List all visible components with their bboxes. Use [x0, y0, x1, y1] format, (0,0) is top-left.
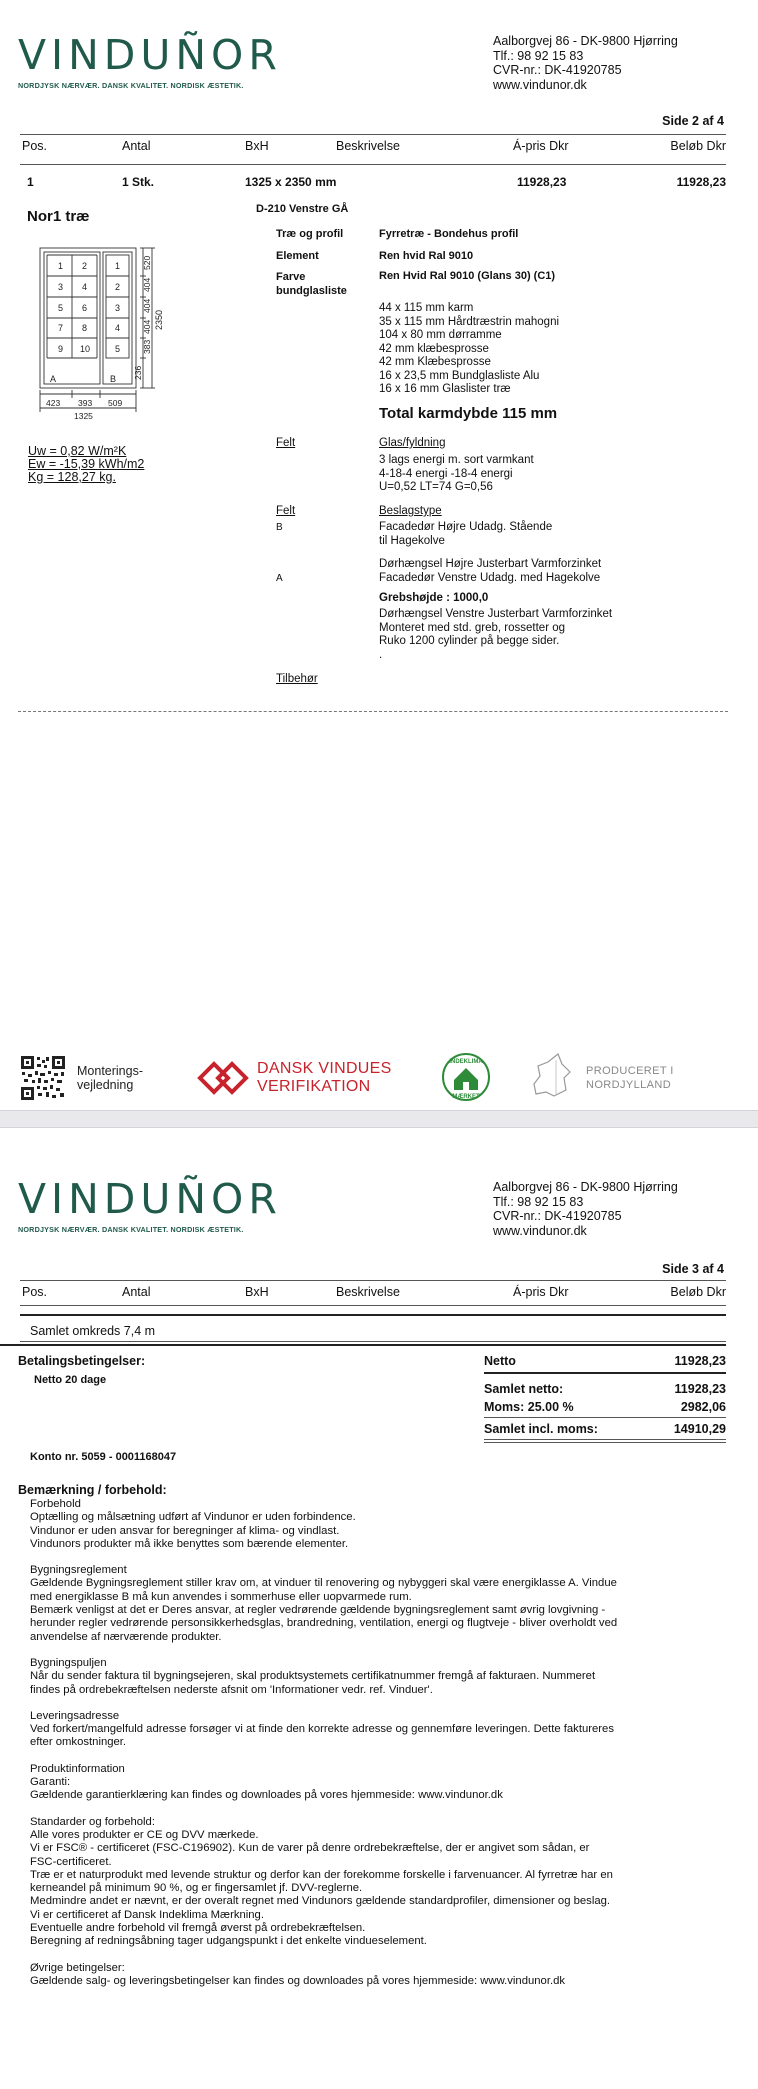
dimension-list — [379, 302, 559, 397]
samlet-netto-value: 11928,23 — [674, 1382, 726, 1396]
beslag-b — [379, 521, 552, 548]
glas-line: 4-18-4 energi -18-4 energi — [379, 467, 513, 480]
height-dim: 404 — [142, 298, 152, 313]
item-pos: 1 — [27, 175, 34, 189]
company-logo — [18, 30, 318, 90]
omkreds-rule-double — [0, 1344, 726, 1346]
incl-moms-label: Samlet incl. moms: — [484, 1422, 598, 1436]
header-rule-top — [20, 1280, 726, 1281]
kg-value: Kg = 128,27 kg. — [28, 470, 116, 484]
height-dim: 236 — [133, 365, 143, 380]
col-antal: Antal — [122, 139, 151, 153]
dvv-text-line: DANSK VINDUES — [257, 1060, 392, 1077]
dimension-line: 35 x 115 mm Hårdtræstrin mahogni — [379, 315, 560, 328]
company-logo — [18, 1174, 318, 1234]
remark-line: Gældende garantierklæring kan findes og downloades på vores hjemmeside: www.vindunor.dk — [30, 1789, 503, 1802]
remark-line: med energiklasse B må kun anvendes i sommerhuse eller uopvarmede rum. — [30, 1590, 412, 1603]
remark-heading: Produktinformation — [30, 1762, 125, 1775]
col-bxh: BxH — [245, 1285, 269, 1299]
header-rule-bottom — [20, 1305, 726, 1306]
remark-line: Beregning af redningsåbning tager udgangspunkt i det enkelte vindueselement. — [30, 1935, 427, 1948]
remark-line: Optælling og målsætning udført af Vindunor er uden forbindence. — [30, 1511, 356, 1524]
address-line: Aalborgvej 86 - DK-9800 Hjørring — [493, 34, 678, 48]
dimension-line: 44 x 115 mm karm — [379, 302, 474, 314]
beslag-line: til Hagekolve — [379, 534, 445, 547]
remark-section-produktinformation — [30, 1763, 730, 1803]
uw-value: Uw = 0,82 W/m²K — [28, 444, 127, 458]
col-beskrivelse: Beskrivelse — [336, 1285, 400, 1299]
col-pos: Pos. — [22, 139, 48, 153]
height-dim: 404 — [142, 277, 152, 292]
col-beloeb: Beløb Dkr — [670, 1285, 726, 1299]
beslag-felt-a: A — [276, 573, 283, 584]
dashed-divider — [18, 711, 728, 712]
remark-line: herunder regler vedrørende personsikkerhedsglas, brandredning, ventilation, energi og flugtveje - bliver overholdt ved — [30, 1617, 618, 1630]
qr-label — [77, 1064, 143, 1092]
col-apris: Á-pris Dkr — [513, 1285, 569, 1299]
remark-line: findes på ordrebekræftelsen nederste afsnit om 'Informationer vedr. ref. Vinduer'. — [30, 1683, 433, 1696]
pane-label: 5 — [58, 303, 64, 313]
remark-line: Træ er et naturprodukt med levende struktur og derfor kan der forekomme forskelle i farvenuancer. Al fyrretræ har en — [30, 1868, 613, 1881]
remark-line: Gældende salg- og leveringsbetingelser kan findes og downloades på vores hjemmeside: www.vindunor.dk — [30, 1974, 566, 1987]
beslag-line: . — [379, 648, 383, 661]
dimension-line: 42 mm klæbesprosse — [379, 342, 489, 355]
logo-tagline: NORDJYSK NÆRVÆR. DANSK KVALITET. NORDISK ÆSTETIK. — [18, 1225, 244, 1235]
item-bxh: 1325 x 2350 mm — [245, 175, 337, 189]
col-apris: Á-pris Dkr — [513, 139, 569, 153]
remarks-body — [30, 1498, 730, 1988]
beslag-line: Dørhængsel Venstre Justerbart Varmforzinket — [379, 608, 613, 620]
pane-label: 4 — [82, 282, 88, 292]
pane-label: 5 — [115, 344, 121, 354]
samlet-omkreds: Samlet omkreds 7,4 m — [30, 1324, 156, 1338]
pane-label: 9 — [58, 344, 64, 354]
dvv-text-line: VERIFIKATION — [257, 1078, 371, 1095]
total-depth: Total karmdybde 115 mm — [379, 405, 558, 422]
remark-heading: Bygningsreglement — [30, 1564, 127, 1577]
remark-line: Medmindre andet er nævnt, er der overalt regnet med Vindunors gældende standardprofiler, dimensioner og beslag. — [30, 1895, 611, 1908]
nord-text-line: PRODUCERET I — [586, 1065, 674, 1077]
remark-line: Ved forkert/mangelfuld adresse forsøger vi at finde den korrekte adresse og gennemføre leveringen. Dette faktureres — [30, 1723, 614, 1736]
dvv-text — [257, 1060, 392, 1096]
spec-label: Træ og profil — [276, 228, 344, 240]
beslag-a — [379, 558, 601, 585]
height-dim: 383 — [142, 339, 152, 354]
item-antal: 1 Stk. — [122, 175, 155, 189]
beslag-line: Facadedør Venstre Udadg. med Hagekolve — [379, 571, 601, 584]
qr-label-line: Monterings- — [77, 1064, 143, 1078]
width-dim: 393 — [78, 398, 93, 408]
cvr-line: CVR-nr.: DK-41920785 — [493, 63, 622, 77]
totals-rule-2 — [484, 1417, 726, 1418]
beslag-more — [379, 608, 612, 662]
col-antal: Antal — [122, 1285, 151, 1299]
dimension-line: 42 mm Klæbesprosse — [379, 356, 491, 368]
svg-text:INDEKLIMA: INDEKLIMA — [449, 1059, 483, 1065]
door-drawing — [28, 240, 180, 425]
beslag-header: Beslagstype — [379, 505, 442, 517]
indeklima-badge-icon — [441, 1052, 491, 1102]
logo-wordmark: VINDUÑOR — [18, 31, 282, 79]
col-beskrivelse: Beskrivelse — [336, 139, 400, 153]
qr-code-icon — [20, 1055, 66, 1101]
remark-line: anvendelse af nærværende produkter. — [30, 1630, 222, 1643]
beslag-felt-b: B — [276, 522, 283, 533]
beslag-line: Monteret med std. greb, rossetter og — [379, 621, 566, 634]
beslag-line: Dørhængsel Højre Justerbart Varmforzinket — [379, 558, 602, 570]
netto-value: 11928,23 — [674, 1354, 726, 1368]
item-apris: 11928,23 — [517, 175, 567, 189]
website-line: www.vindunor.dk — [493, 1223, 587, 1238]
spec-value: Fyrretræ - Bondehus profil — [379, 228, 519, 240]
dimension-line: 16 x 23,5 mm Bundglasliste Alu — [379, 369, 540, 382]
width-dim: 509 — [108, 398, 123, 408]
remark-heading: Øvrige betingelser: — [30, 1961, 125, 1974]
remark-line: Vi er certificeret af Dansk Indeklima Mærkning. — [30, 1908, 264, 1921]
samlet-netto-label: Samlet netto: — [484, 1382, 564, 1396]
website-line: www.vindunor.dk — [493, 77, 587, 92]
nord-text-line: NORDJYLLAND — [586, 1079, 672, 1091]
spec-value: Ren hvid Ral 9010 — [379, 250, 474, 262]
remark-line: Når du sender faktura til bygningsejeren, skal produktsystemets certifikatnummer fremgå af fakturaen. Nummeret — [30, 1670, 596, 1683]
address-line: Aalborgvej 86 - DK-9800 Hjørring — [493, 1180, 678, 1194]
dvv-logo-icon — [196, 1058, 252, 1098]
pane-label: 4 — [115, 323, 121, 333]
pane-label: 1 — [58, 261, 64, 271]
company-address — [493, 34, 678, 92]
col-bxh: BxH — [245, 139, 269, 153]
pane-label: 6 — [82, 303, 88, 313]
glas-details — [379, 454, 534, 495]
moms-label: Moms: 25.00 % — [484, 1400, 574, 1414]
svg-text:MÆRKET: MÆRKET — [452, 1094, 480, 1100]
header-rule-bottom — [20, 164, 726, 165]
remark-line: Garanti: — [30, 1776, 71, 1789]
company-address — [493, 1180, 678, 1238]
phone-line: Tlf.: 98 92 15 83 — [493, 48, 584, 63]
height-dim: 404 — [142, 319, 152, 334]
logo-wordmark: VINDUÑOR — [18, 1175, 282, 1223]
remark-line: Vi er FSC® - certificeret (FSC-C196902). Kun de varer på denre ordrebekræftelse, der er angivet som sådan, er — [30, 1842, 590, 1855]
col-pos: Pos. — [22, 1285, 48, 1299]
remark-section-forbehold — [30, 1498, 730, 1551]
remark-line: FSC-certificeret. — [30, 1855, 112, 1868]
remark-line: Vindunors produkter må ikke benyttes som bærende elementer. — [30, 1537, 349, 1550]
leaf-letter: A — [50, 374, 57, 384]
pane-label: 2 — [115, 282, 121, 292]
glas-line: U=0,52 LT=74 G=0,56 — [379, 481, 493, 493]
remark-heading: Bygningspuljen — [30, 1656, 107, 1669]
glas-header: Glas/fyldning — [379, 437, 446, 449]
remark-line: Alle vores produkter er CE og DVV mærkede. — [30, 1828, 259, 1841]
pane-label: 1 — [115, 261, 121, 271]
remark-heading: Standarder og forbehold: — [30, 1815, 155, 1828]
incl-moms-value: 14910,29 — [673, 1422, 726, 1436]
qr-label-line: vejledning — [77, 1078, 134, 1092]
totals-rule-3 — [484, 1439, 726, 1440]
phone-line: Tlf.: 98 92 15 83 — [493, 1194, 584, 1209]
betaling-title: Betalingsbetingelser: — [18, 1354, 146, 1368]
page-number: Side 2 af 4 — [662, 114, 724, 128]
width-dim: 423 — [46, 398, 61, 408]
beslag-line: Ruko 1200 cylinder på begge sider. — [379, 635, 560, 647]
remark-line: kerneandel på minimum 90 %, og er fingersamlet jf. DVV-reglerne. — [30, 1882, 363, 1895]
pane-label: 10 — [80, 344, 91, 354]
konto-nr: Konto nr. 5059 - 0001168047 — [30, 1451, 177, 1463]
omkreds-rule-bottom — [20, 1341, 726, 1342]
energy-values — [28, 445, 144, 484]
item-beloeb: 11928,23 — [676, 175, 726, 189]
nordjylland-text — [586, 1064, 674, 1092]
totals-rule-1 — [484, 1372, 726, 1374]
betaling-value: Netto 20 dage — [34, 1374, 107, 1386]
total-width-dim: 1325 — [74, 411, 93, 421]
moms-value: 2982,06 — [680, 1400, 726, 1414]
pane-label: 8 — [82, 323, 88, 333]
greb-height: Grebshøjde : 1000,0 — [379, 592, 489, 604]
beslag-felt-label: Felt — [276, 505, 296, 517]
remark-section-leveringsadresse — [30, 1710, 730, 1750]
netto-label: Netto — [484, 1354, 516, 1368]
omkreds-rule-top — [20, 1314, 726, 1316]
dimension-line: 104 x 80 mm dørramme — [379, 329, 502, 341]
totals-rule-4 — [484, 1442, 726, 1443]
col-beloeb: Beløb Dkr — [670, 139, 726, 153]
remark-section-oevrige — [30, 1962, 730, 1989]
spec-label: Element — [276, 250, 319, 262]
dimension-line: 16 x 16 mm Glaslister træ — [379, 383, 511, 395]
invoice-page-3 — [0, 1128, 758, 2089]
total-height-dim: 2350 — [154, 309, 164, 330]
nordjylland-map-icon — [528, 1050, 578, 1104]
remark-line: Bemærk venligst at det er Deres ansvar, at regler vedrørende gældende bygningsreglement samt øvrig lovgivning - — [30, 1604, 606, 1617]
felt-label: Felt — [276, 437, 296, 449]
page-number: Side 3 af 4 — [662, 1262, 724, 1276]
remark-section-bygningsreglement — [30, 1564, 730, 1644]
remark-section-bygningspuljen — [30, 1657, 730, 1697]
leaf-letter: B — [110, 374, 117, 384]
header-rule-top — [20, 134, 726, 135]
remark-line: Vindunor er uden ansvar for beregninger af klima- og vindlast. — [30, 1524, 340, 1537]
pane-label: 3 — [115, 303, 121, 313]
beslag-line: Facadedør Højre Udadg. Stående — [379, 521, 553, 533]
logo-tagline: NORDJYSK NÆRVÆR. DANSK KVALITET. NORDISK ÆSTETIK. — [18, 81, 244, 91]
remark-heading: Leveringsadresse — [30, 1709, 120, 1722]
remark-line: efter omkostninger. — [30, 1736, 127, 1749]
ew-value: Ew = -15,39 kWh/m2 — [28, 457, 145, 471]
remark-heading: Forbehold — [30, 1498, 81, 1510]
height-dim: 520 — [142, 255, 152, 270]
page-separator — [0, 1110, 758, 1128]
tilbehoer-label: Tilbehør — [276, 673, 318, 685]
product-name: Nor1 træ — [27, 208, 90, 225]
pane-label: 7 — [58, 323, 64, 333]
pane-label: 3 — [58, 282, 64, 292]
spec-label: Farve bundglasliste — [276, 271, 347, 297]
remark-line: Gældende Bygningsreglement stiller krav om, at vinduer til renovering og nybyggeri skal være energiklasse A. Vindue — [30, 1577, 617, 1590]
remark-line: Eventuelle andre forbehold vil fremgå øverst på ordrebekræftelsen. — [30, 1922, 366, 1935]
product-model: D-210 Venstre GÅ — [256, 203, 349, 215]
pane-label: 2 — [82, 261, 88, 271]
spec-value: Ren Hvid Ral 9010 (Glans 30) (C1) — [379, 270, 556, 282]
remark-section-standarder — [30, 1816, 730, 1949]
glas-line: 3 lags energi m. sort varmkant — [379, 454, 534, 466]
cvr-line: CVR-nr.: DK-41920785 — [493, 1209, 622, 1223]
remark-title: Bemærkning / forbehold: — [18, 1483, 167, 1497]
